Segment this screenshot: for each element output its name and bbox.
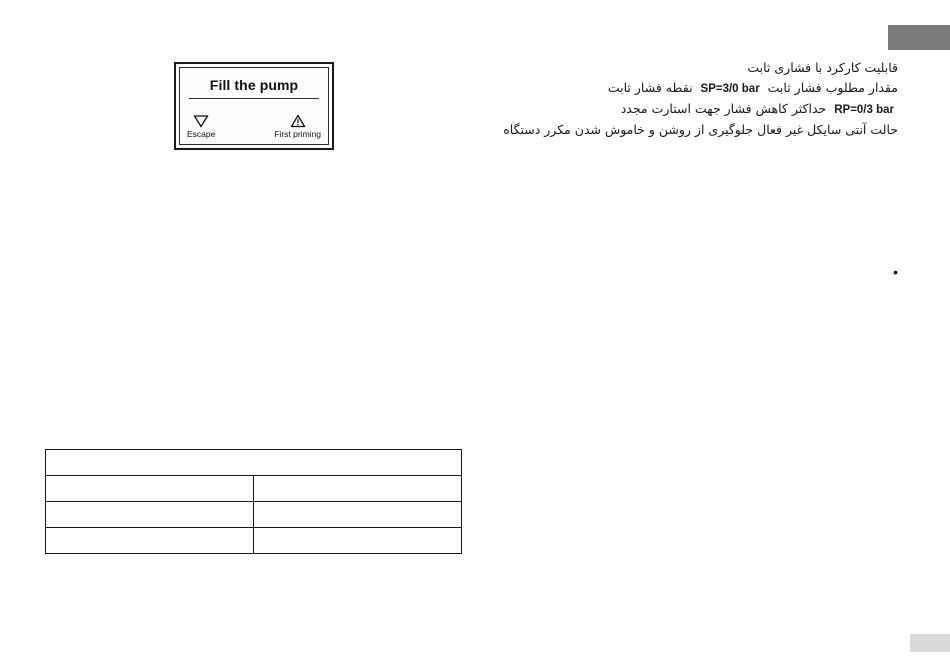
page-footer-tab bbox=[910, 634, 950, 652]
spec-table bbox=[45, 449, 462, 554]
table-header-row bbox=[46, 450, 462, 476]
lcd-divider bbox=[189, 98, 319, 99]
table-cell-label bbox=[46, 528, 254, 554]
note-line-2 bbox=[338, 78, 898, 99]
table-row bbox=[46, 528, 462, 554]
note-line-3 bbox=[338, 99, 898, 120]
lcd-softkey-escape-label: Escape bbox=[187, 128, 216, 139]
lcd-softkey-escape[interactable] bbox=[187, 114, 215, 139]
note-line-2-before: نقطه فشار ثابت bbox=[607, 80, 693, 95]
notes-block bbox=[338, 58, 898, 140]
table-cell-value bbox=[254, 502, 462, 528]
table-cell-value bbox=[254, 476, 462, 502]
note-line-2-value: SP=3/0 bar bbox=[700, 83, 760, 95]
note-line-1: قابلیت کارکرد با فشاری ثابت bbox=[747, 60, 898, 75]
note-line-3-value: RP=0/3 bar bbox=[834, 104, 894, 116]
table-cell-value bbox=[254, 528, 462, 554]
lcd-screen-figure bbox=[174, 62, 334, 150]
table-header-cell bbox=[46, 450, 462, 476]
lcd-title: Fill the pump bbox=[209, 77, 299, 93]
table-row bbox=[46, 502, 462, 528]
lcd-softkey-first-priming[interactable] bbox=[274, 114, 321, 139]
page-corner-tab bbox=[888, 25, 950, 50]
note-line-2-after: مقدار مطلوب فشار ثابت bbox=[767, 80, 898, 95]
down-triangle-icon bbox=[193, 114, 209, 128]
up-triangle-warning-icon bbox=[290, 114, 306, 128]
bullet-marker: • bbox=[893, 264, 898, 280]
table-cell-label bbox=[46, 502, 254, 528]
lcd-screen-inner bbox=[179, 67, 329, 145]
lcd-softkey-bar bbox=[187, 114, 321, 139]
table-row bbox=[46, 476, 462, 502]
note-line-4: حالت آنتی سایکل غیر فعال جلوگیری از روشن و خاموش شدن مکرر دستگاه bbox=[503, 122, 898, 137]
note-line-3-before: حداکثر کاهش فشار جهت استارت مجدد bbox=[620, 101, 827, 116]
table-cell-label bbox=[46, 476, 254, 502]
lcd-softkey-first-priming-label: First priming bbox=[274, 128, 321, 139]
